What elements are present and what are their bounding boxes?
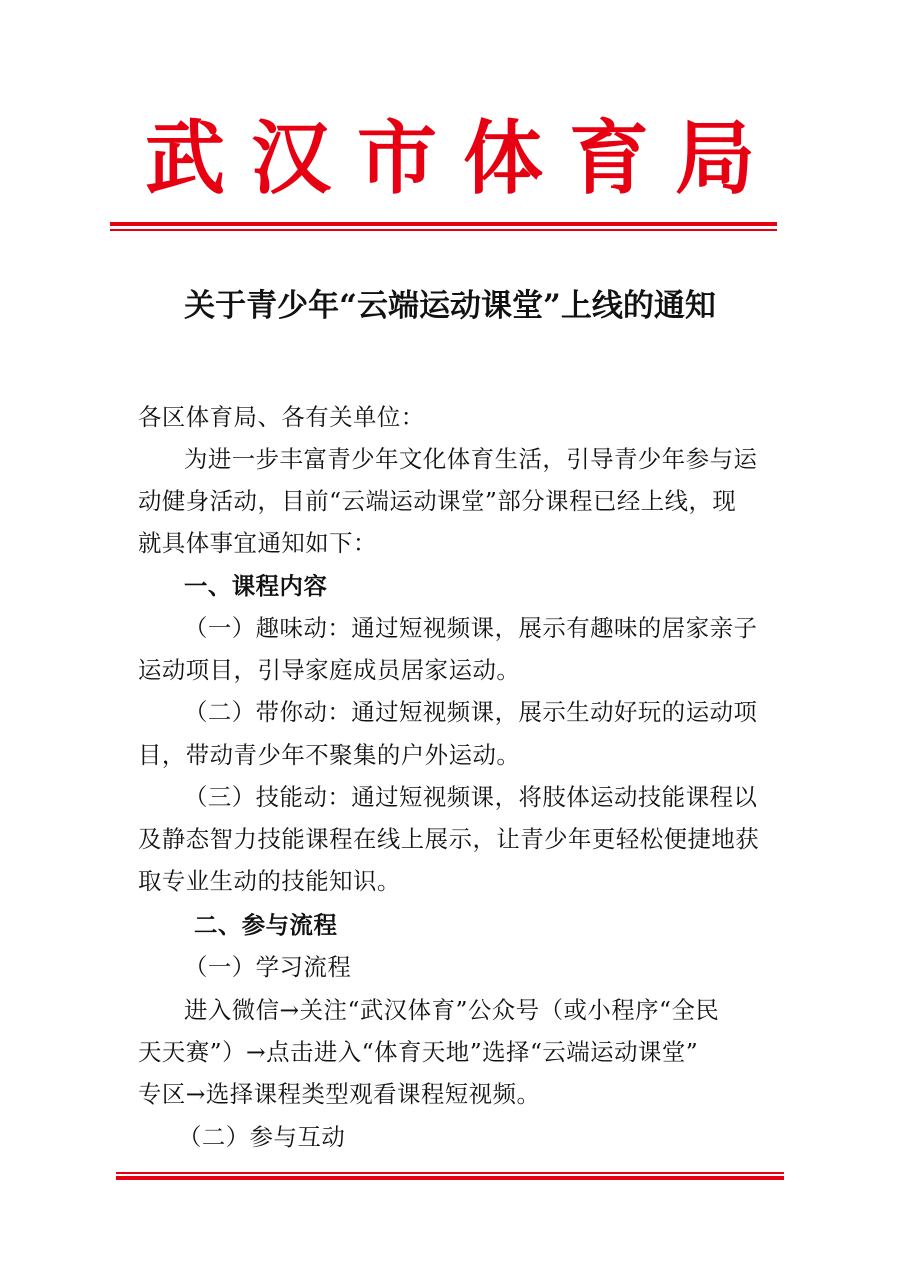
header-rule-thin [110,229,777,231]
masthead-char: 育 [569,111,649,205]
masthead [0,111,900,205]
paragraph-line: 天天赛”）→点击进入“体育天地”选择“云端运动课堂” [138,1038,699,1066]
masthead-char: 汉 [251,111,331,205]
masthead-title [145,111,755,205]
section-heading: 二、参与流程 [194,911,338,939]
masthead-char: 局 [675,111,755,205]
paragraph-line: 运动项目，引导家庭成员居家运动。 [138,656,521,684]
paragraph-line: 及静态智力技能课程在线上展示，让青少年更轻松便捷地获 [138,825,760,853]
subsection-heading: （二）参与互动 [178,1123,346,1151]
document-title: 关于青少年“云端运动课堂”上线的通知 [184,288,716,324]
masthead-char: 武 [145,111,225,205]
paragraph-line: 取专业生动的技能知识。 [138,867,401,895]
paragraph-line: 专区→选择课程类型观看课程短视频。 [138,1080,541,1108]
section-heading: 一、课程内容 [184,572,328,600]
paragraph-line: 动健身活动，目前“云端运动课堂”部分课程已经上线，现 [138,487,737,515]
paragraph-line: 就具体事宜通知如下： [138,529,377,557]
footer-rule-thick [116,1176,784,1180]
footer-rule-thin [116,1172,784,1174]
paragraph-line: （二）带你动：通过短视频课，展示生动好玩的运动项 [184,698,758,726]
paragraph-line: 进入微信→关注“武汉体育”公众号（或小程序“全民 [184,996,720,1024]
header-rule-thick [110,222,777,226]
paragraph-line: 目，带动青少年不聚集的户外运动。 [138,741,521,769]
subsection-heading: （一）学习流程 [184,953,352,981]
paragraph-line: （三）技能动：通过短视频课，将肢体运动技能课程以 [184,783,758,811]
masthead-char: 体 [463,111,543,205]
paragraph-line: （一）趣味动：通过短视频课，展示有趣味的居家亲子 [184,614,758,642]
salutation: 各区体育局、各有关单位： [138,403,425,431]
paragraph-line: 为进一步丰富青少年文化体育生活，引导青少年参与运 [184,445,758,473]
masthead-char: 市 [357,111,437,205]
